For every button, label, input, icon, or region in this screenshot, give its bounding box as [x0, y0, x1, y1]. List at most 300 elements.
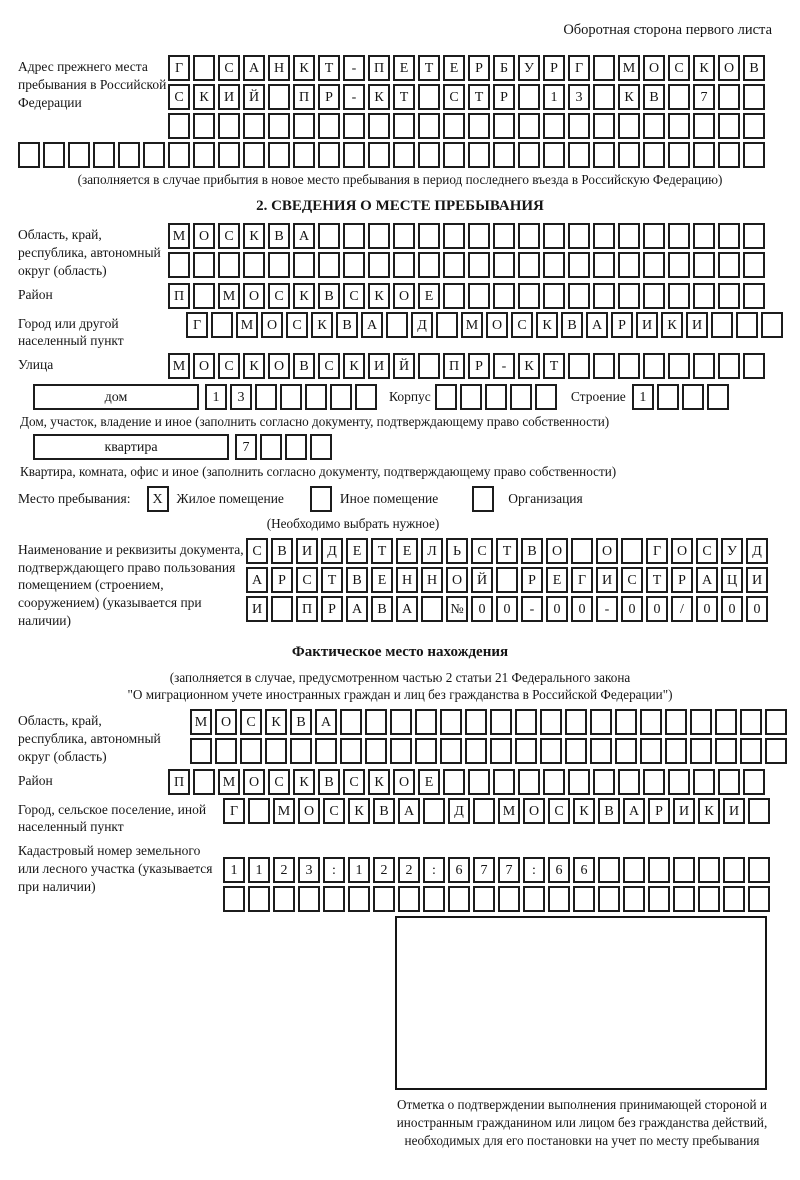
char-box[interactable] [573, 886, 595, 912]
char-box[interactable]: С [218, 353, 240, 379]
char-box[interactable] [693, 223, 715, 249]
checkbox-zhiloe[interactable]: X [147, 486, 169, 512]
char-box[interactable] [668, 353, 690, 379]
char-box[interactable]: 6 [448, 857, 470, 883]
char-box[interactable] [465, 709, 487, 735]
char-box[interactable] [668, 252, 690, 278]
char-box[interactable]: А [346, 596, 368, 622]
char-box[interactable] [368, 113, 390, 139]
char-box[interactable]: О [523, 798, 545, 824]
char-box[interactable]: А [293, 223, 315, 249]
char-box[interactable] [618, 113, 640, 139]
char-box[interactable] [465, 738, 487, 764]
char-box[interactable]: К [293, 283, 315, 309]
char-box[interactable]: О [643, 55, 665, 81]
char-box[interactable] [268, 252, 290, 278]
char-box[interactable]: И [218, 84, 240, 110]
char-box[interactable] [590, 709, 612, 735]
char-box[interactable]: 2 [273, 857, 295, 883]
char-box[interactable]: В [268, 223, 290, 249]
char-box[interactable] [460, 384, 482, 410]
char-box[interactable]: К [293, 55, 315, 81]
char-box[interactable] [543, 142, 565, 168]
char-box[interactable]: 0 [746, 596, 768, 622]
char-box[interactable] [340, 709, 362, 735]
char-box[interactable]: Т [393, 84, 415, 110]
char-box[interactable] [218, 113, 240, 139]
char-box[interactable] [418, 113, 440, 139]
char-box[interactable]: А [315, 709, 337, 735]
char-box[interactable]: И [246, 596, 268, 622]
char-box[interactable] [498, 886, 520, 912]
char-box[interactable]: С [621, 567, 643, 593]
char-box[interactable]: Т [496, 538, 518, 564]
char-box[interactable] [293, 113, 315, 139]
char-box[interactable] [643, 283, 665, 309]
char-box[interactable] [368, 252, 390, 278]
char-box[interactable] [393, 223, 415, 249]
char-box[interactable] [421, 596, 443, 622]
char-box[interactable] [193, 142, 215, 168]
char-box[interactable] [293, 142, 315, 168]
char-box[interactable]: - [521, 596, 543, 622]
char-box[interactable]: С [268, 283, 290, 309]
char-box[interactable] [711, 312, 733, 338]
char-box[interactable] [540, 709, 562, 735]
char-box[interactable] [211, 312, 233, 338]
char-box[interactable] [568, 142, 590, 168]
char-box[interactable]: 0 [621, 596, 643, 622]
char-box[interactable]: С [240, 709, 262, 735]
char-box[interactable]: Р [493, 84, 515, 110]
char-box[interactable] [168, 113, 190, 139]
char-box[interactable] [515, 709, 537, 735]
char-box[interactable]: О [671, 538, 693, 564]
char-box[interactable] [718, 353, 740, 379]
char-box[interactable]: 0 [471, 596, 493, 622]
char-box[interactable] [568, 113, 590, 139]
char-box[interactable]: О [393, 283, 415, 309]
char-box[interactable] [490, 709, 512, 735]
char-box[interactable]: И [596, 567, 618, 593]
char-box[interactable]: П [168, 769, 190, 795]
char-box[interactable] [715, 709, 737, 735]
char-box[interactable] [761, 312, 783, 338]
char-box[interactable] [343, 252, 365, 278]
char-box[interactable]: Р [318, 84, 340, 110]
char-box[interactable] [365, 709, 387, 735]
char-box[interactable]: Н [268, 55, 290, 81]
char-box[interactable] [736, 312, 758, 338]
char-box[interactable] [443, 252, 465, 278]
char-box[interactable]: В [371, 596, 393, 622]
char-box[interactable] [118, 142, 140, 168]
char-box[interactable] [615, 709, 637, 735]
char-box[interactable] [243, 142, 265, 168]
char-box[interactable]: : [423, 857, 445, 883]
char-box[interactable]: С [471, 538, 493, 564]
char-box[interactable] [490, 738, 512, 764]
char-box[interactable]: М [618, 55, 640, 81]
char-box[interactable] [473, 886, 495, 912]
char-box[interactable] [623, 886, 645, 912]
char-box[interactable]: 1 [543, 84, 565, 110]
char-box[interactable]: И [686, 312, 708, 338]
char-box[interactable] [715, 738, 737, 764]
char-box[interactable] [260, 434, 282, 460]
char-box[interactable] [668, 283, 690, 309]
char-box[interactable] [305, 384, 327, 410]
char-box[interactable]: 1 [632, 384, 654, 410]
char-box[interactable]: В [743, 55, 765, 81]
char-box[interactable] [493, 283, 515, 309]
char-box[interactable]: 1 [348, 857, 370, 883]
char-box[interactable] [93, 142, 115, 168]
char-box[interactable] [386, 312, 408, 338]
char-box[interactable] [698, 886, 720, 912]
char-box[interactable]: 0 [696, 596, 718, 622]
char-box[interactable] [248, 886, 270, 912]
char-box[interactable]: 3 [230, 384, 252, 410]
char-box[interactable] [643, 113, 665, 139]
char-box[interactable] [568, 252, 590, 278]
char-box[interactable] [618, 769, 640, 795]
char-box[interactable]: О [193, 223, 215, 249]
char-box[interactable]: И [368, 353, 390, 379]
char-box[interactable] [285, 434, 307, 460]
char-box[interactable] [618, 142, 640, 168]
char-box[interactable]: К [311, 312, 333, 338]
char-box[interactable] [368, 142, 390, 168]
char-box[interactable]: Н [421, 567, 443, 593]
checkbox-inoe[interactable] [310, 486, 332, 512]
char-box[interactable] [668, 223, 690, 249]
char-box[interactable] [643, 223, 665, 249]
char-box[interactable] [218, 252, 240, 278]
char-box[interactable] [618, 223, 640, 249]
char-box[interactable]: Т [418, 55, 440, 81]
char-box[interactable] [268, 142, 290, 168]
char-box[interactable] [355, 384, 377, 410]
char-box[interactable]: Е [418, 769, 440, 795]
char-box[interactable]: О [546, 538, 568, 564]
char-box[interactable]: К [573, 798, 595, 824]
char-box[interactable] [43, 142, 65, 168]
char-box[interactable]: В [643, 84, 665, 110]
char-box[interactable] [523, 886, 545, 912]
char-box[interactable] [423, 798, 445, 824]
char-box[interactable]: С [296, 567, 318, 593]
char-box[interactable] [748, 798, 770, 824]
char-box[interactable]: Р [468, 353, 490, 379]
char-box[interactable]: Р [543, 55, 565, 81]
char-box[interactable]: Р [468, 55, 490, 81]
char-box[interactable] [618, 283, 640, 309]
char-box[interactable] [693, 113, 715, 139]
char-box[interactable] [271, 596, 293, 622]
char-box[interactable] [415, 738, 437, 764]
char-box[interactable]: Д [411, 312, 433, 338]
char-box[interactable]: М [218, 283, 240, 309]
char-box[interactable]: Р [321, 596, 343, 622]
char-box[interactable] [643, 353, 665, 379]
char-box[interactable] [693, 353, 715, 379]
char-box[interactable]: К [661, 312, 683, 338]
char-box[interactable] [543, 223, 565, 249]
char-box[interactable]: О [268, 353, 290, 379]
char-box[interactable] [443, 283, 465, 309]
char-box[interactable] [468, 283, 490, 309]
char-box[interactable]: 6 [548, 857, 570, 883]
char-box[interactable] [743, 769, 765, 795]
char-box[interactable] [298, 886, 320, 912]
char-box[interactable]: Г [168, 55, 190, 81]
char-box[interactable] [468, 113, 490, 139]
char-box[interactable] [668, 769, 690, 795]
char-box[interactable] [268, 113, 290, 139]
char-box[interactable] [690, 709, 712, 735]
char-box[interactable] [565, 709, 587, 735]
char-box[interactable]: Т [321, 567, 343, 593]
char-box[interactable] [668, 84, 690, 110]
char-box[interactable] [496, 567, 518, 593]
char-box[interactable]: К [293, 769, 315, 795]
char-box[interactable] [485, 384, 507, 410]
char-box[interactable] [510, 384, 532, 410]
char-box[interactable]: В [346, 567, 368, 593]
char-box[interactable]: С [323, 798, 345, 824]
char-box[interactable]: И [746, 567, 768, 593]
char-box[interactable] [265, 738, 287, 764]
char-box[interactable] [565, 738, 587, 764]
char-box[interactable]: В [561, 312, 583, 338]
char-box[interactable]: 2 [373, 857, 395, 883]
char-box[interactable] [743, 283, 765, 309]
char-box[interactable]: Т [371, 538, 393, 564]
char-box[interactable]: Г [568, 55, 590, 81]
char-box[interactable] [648, 886, 670, 912]
char-box[interactable] [223, 886, 245, 912]
char-box[interactable]: Д [321, 538, 343, 564]
char-box[interactable] [743, 223, 765, 249]
char-box[interactable] [598, 857, 620, 883]
char-box[interactable]: С [168, 84, 190, 110]
char-box[interactable]: М [236, 312, 258, 338]
char-box[interactable]: П [168, 283, 190, 309]
char-box[interactable]: Г [646, 538, 668, 564]
char-box[interactable]: К [368, 769, 390, 795]
char-box[interactable] [593, 223, 615, 249]
char-box[interactable]: М [273, 798, 295, 824]
char-box[interactable]: Л [421, 538, 443, 564]
char-box[interactable] [468, 252, 490, 278]
char-box[interactable] [143, 142, 165, 168]
char-box[interactable]: С [286, 312, 308, 338]
char-box[interactable] [543, 113, 565, 139]
char-box[interactable]: Г [186, 312, 208, 338]
char-box[interactable] [723, 857, 745, 883]
char-box[interactable]: А [246, 567, 268, 593]
char-box[interactable] [240, 738, 262, 764]
char-box[interactable] [682, 384, 704, 410]
char-box[interactable] [518, 142, 540, 168]
char-box[interactable]: Ь [446, 538, 468, 564]
char-box[interactable] [215, 738, 237, 764]
char-box[interactable] [593, 84, 615, 110]
char-box[interactable] [515, 738, 537, 764]
char-box[interactable] [518, 283, 540, 309]
char-box[interactable]: Ц [721, 567, 743, 593]
char-box[interactable] [440, 709, 462, 735]
char-box[interactable] [673, 857, 695, 883]
char-box[interactable] [243, 252, 265, 278]
char-box[interactable] [193, 113, 215, 139]
char-box[interactable] [568, 769, 590, 795]
char-box[interactable]: Т [318, 55, 340, 81]
char-box[interactable]: У [518, 55, 540, 81]
char-box[interactable]: С [318, 353, 340, 379]
char-box[interactable] [393, 113, 415, 139]
char-box[interactable]: О [261, 312, 283, 338]
char-box[interactable]: В [598, 798, 620, 824]
char-box[interactable]: С [668, 55, 690, 81]
char-box[interactable]: - [596, 596, 618, 622]
char-box[interactable] [621, 538, 643, 564]
char-box[interactable] [468, 142, 490, 168]
char-box[interactable] [415, 709, 437, 735]
char-box[interactable] [323, 886, 345, 912]
char-box[interactable] [443, 769, 465, 795]
char-box[interactable]: Р [521, 567, 543, 593]
char-box[interactable] [493, 142, 515, 168]
char-box[interactable]: Г [223, 798, 245, 824]
char-box[interactable] [643, 252, 665, 278]
char-box[interactable]: А [361, 312, 383, 338]
char-box[interactable]: П [368, 55, 390, 81]
char-box[interactable] [618, 353, 640, 379]
char-box[interactable] [318, 252, 340, 278]
char-box[interactable] [418, 142, 440, 168]
char-box[interactable]: О [486, 312, 508, 338]
char-box[interactable] [193, 55, 215, 81]
char-box[interactable] [318, 113, 340, 139]
char-box[interactable] [193, 769, 215, 795]
char-box[interactable] [571, 538, 593, 564]
char-box[interactable]: М [498, 798, 520, 824]
char-box[interactable] [765, 709, 787, 735]
char-box[interactable]: 7 [473, 857, 495, 883]
char-box[interactable] [418, 252, 440, 278]
char-box[interactable] [743, 252, 765, 278]
char-box[interactable]: П [443, 353, 465, 379]
char-box[interactable] [393, 252, 415, 278]
char-box[interactable]: С [218, 223, 240, 249]
char-box[interactable] [190, 738, 212, 764]
char-box[interactable]: С [268, 769, 290, 795]
char-box[interactable]: М [168, 353, 190, 379]
char-box[interactable] [743, 113, 765, 139]
char-box[interactable]: К [618, 84, 640, 110]
char-box[interactable] [390, 738, 412, 764]
char-box[interactable]: К [368, 283, 390, 309]
char-box[interactable]: Д [746, 538, 768, 564]
char-box[interactable]: В [318, 283, 340, 309]
char-box[interactable]: Б [493, 55, 515, 81]
char-box[interactable]: А [696, 567, 718, 593]
char-box[interactable]: И [723, 798, 745, 824]
char-box[interactable] [718, 223, 740, 249]
char-box[interactable] [218, 142, 240, 168]
char-box[interactable] [743, 142, 765, 168]
char-box[interactable] [718, 113, 740, 139]
char-box[interactable]: Р [648, 798, 670, 824]
char-box[interactable]: Р [671, 567, 693, 593]
char-box[interactable] [348, 886, 370, 912]
char-box[interactable] [418, 353, 440, 379]
char-box[interactable] [765, 738, 787, 764]
char-box[interactable] [665, 738, 687, 764]
char-box[interactable] [493, 223, 515, 249]
char-box[interactable] [593, 769, 615, 795]
char-box[interactable]: Е [546, 567, 568, 593]
char-box[interactable] [593, 113, 615, 139]
char-box[interactable] [748, 886, 770, 912]
char-box[interactable]: С [343, 283, 365, 309]
char-box[interactable] [618, 252, 640, 278]
char-box[interactable] [243, 113, 265, 139]
char-box[interactable] [393, 142, 415, 168]
char-box[interactable]: В [290, 709, 312, 735]
char-box[interactable] [723, 886, 745, 912]
char-box[interactable] [543, 769, 565, 795]
char-box[interactable] [718, 142, 740, 168]
char-box[interactable]: О [596, 538, 618, 564]
char-box[interactable]: Т [468, 84, 490, 110]
char-box[interactable] [693, 769, 715, 795]
char-box[interactable] [310, 434, 332, 460]
char-box[interactable] [280, 384, 302, 410]
char-box[interactable]: О [193, 353, 215, 379]
char-box[interactable]: С [246, 538, 268, 564]
char-box[interactable]: О [718, 55, 740, 81]
char-box[interactable] [518, 223, 540, 249]
char-box[interactable] [248, 798, 270, 824]
char-box[interactable] [718, 84, 740, 110]
char-box[interactable] [443, 142, 465, 168]
char-box[interactable] [543, 252, 565, 278]
char-box[interactable]: 1 [248, 857, 270, 883]
char-box[interactable] [473, 798, 495, 824]
char-box[interactable] [268, 84, 290, 110]
char-box[interactable] [315, 738, 337, 764]
char-box[interactable] [640, 709, 662, 735]
char-box[interactable] [748, 857, 770, 883]
char-box[interactable]: К [693, 55, 715, 81]
char-box[interactable]: Й [243, 84, 265, 110]
char-box[interactable]: - [493, 353, 515, 379]
char-box[interactable] [543, 283, 565, 309]
char-box[interactable] [590, 738, 612, 764]
char-box[interactable]: О [393, 769, 415, 795]
char-box[interactable] [193, 283, 215, 309]
char-box[interactable]: 0 [646, 596, 668, 622]
char-box[interactable] [418, 223, 440, 249]
char-box[interactable] [273, 886, 295, 912]
char-box[interactable]: В [373, 798, 395, 824]
char-box[interactable] [643, 769, 665, 795]
char-box[interactable]: О [298, 798, 320, 824]
char-box[interactable] [318, 223, 340, 249]
